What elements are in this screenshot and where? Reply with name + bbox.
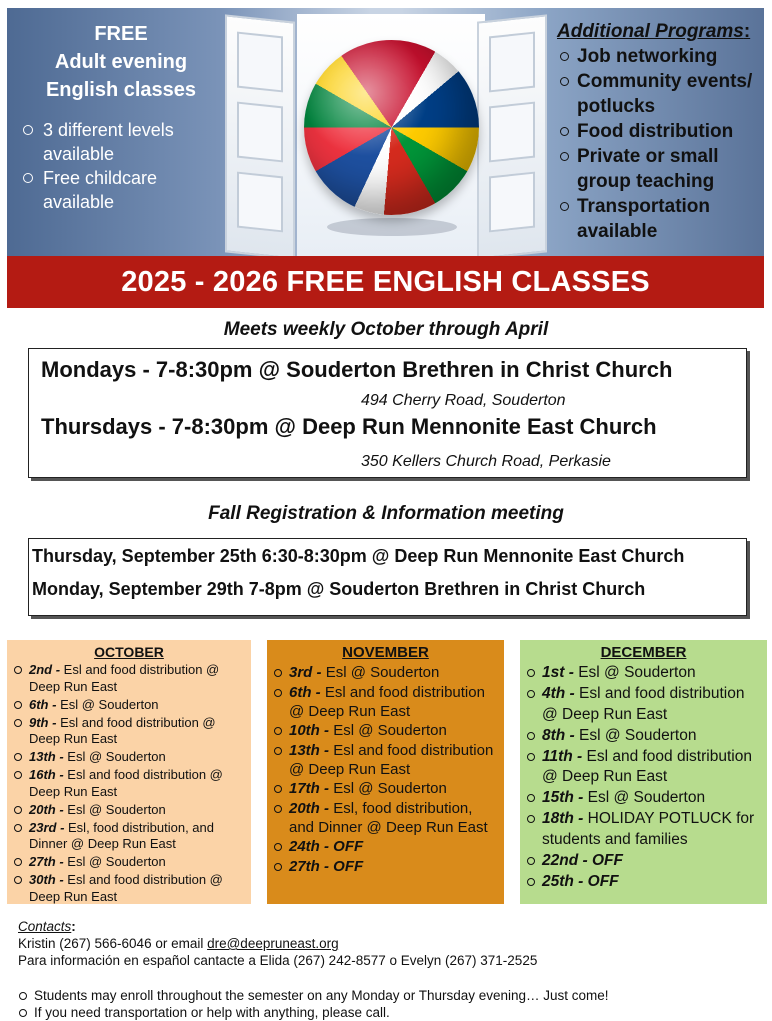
list-item	[273, 721, 498, 740]
list-item	[526, 684, 761, 725]
list-item	[273, 683, 498, 721]
list-item	[13, 802, 245, 819]
event-date: 10th -	[289, 722, 334, 739]
event-text: Esl @ Souderton	[578, 664, 696, 681]
month-title: OCTOBER	[94, 644, 164, 660]
event-date: 25th - OFF	[542, 872, 619, 890]
program-item: Food distribution	[557, 119, 762, 144]
notes-list	[18, 987, 609, 1021]
schedule-line-monday: Mondays - 7-8:30pm @ Souderton Brethren in Christ Church	[41, 357, 673, 382]
month-title: DECEMBER	[600, 644, 687, 661]
event-text: HOLIDAY POTLUCK for students and families	[542, 810, 755, 848]
schedule-line-thursday: Thursdays - 7-8:30pm @ Deep Run Mennonite East Church	[41, 414, 657, 439]
event-date: 27th - OFF	[289, 857, 364, 875]
list-item	[13, 715, 245, 748]
additional-programs-heading-text: Additional Programs	[557, 21, 744, 42]
program-item: Job networking	[557, 44, 762, 69]
contacts-line-spanish: Para información en español cantacte a Elida (267) 242-8577 o Evelyn (267) 371-2525	[18, 953, 538, 968]
event-text: Esl and food distribution @ Deep Run East	[289, 741, 494, 778]
event-text: Esl and food distribution @ Deep Run East	[542, 685, 745, 723]
event-text: Esl @ Souderton	[325, 664, 440, 681]
month-november	[267, 640, 504, 904]
event-text: Esl and food distribution @ Deep Run East	[29, 662, 220, 694]
event-date: 16th -	[29, 767, 68, 782]
list-item	[13, 749, 245, 766]
contacts-section	[18, 918, 537, 969]
page-title: 2025 - 2026 FREE ENGLISH CLASSES	[7, 256, 764, 308]
list-item	[273, 799, 498, 837]
list-item	[273, 663, 498, 682]
event-text: Esl @ Souderton	[67, 749, 166, 764]
month-event-list	[273, 663, 498, 876]
open-door-right	[477, 14, 547, 256]
event-text: Esl @ Souderton	[333, 780, 447, 797]
event-date: 3rd -	[289, 664, 326, 681]
program-item: Community events/ potlucks	[557, 69, 762, 119]
month-event-list	[526, 663, 761, 892]
event-date: 20th -	[289, 799, 334, 817]
month-title: NOVEMBER	[342, 644, 429, 661]
globe-shadow	[327, 218, 457, 236]
event-text: Esl @ Souderton	[333, 722, 447, 739]
list-item	[13, 767, 245, 800]
list-item	[526, 872, 761, 893]
list-item	[13, 872, 245, 905]
event-date: 9th -	[29, 714, 61, 730]
event-text: Esl @ Souderton	[579, 726, 697, 744]
event-text: Esl and food distribution @ Deep Run East	[289, 683, 485, 720]
registration-line: Monday, September 29th 7-8pm @ Souderton Brethren in Christ Church	[32, 579, 646, 599]
event-text: Esl @ Souderton	[67, 801, 166, 817]
event-date: 18th -	[542, 810, 588, 827]
event-date: 13th -	[289, 741, 334, 759]
list-item	[13, 820, 245, 853]
event-date: 1st -	[542, 664, 579, 681]
banner-title-line: Adult evening	[54, 51, 188, 73]
list-item	[526, 851, 761, 872]
feature-item: 3 different levels available	[21, 118, 221, 166]
schedule-address-monday: 494 Cherry Road, Souderton	[361, 392, 566, 409]
event-date: 13th -	[29, 749, 68, 764]
registration-heading: Fall Registration & Information meeting	[208, 503, 564, 524]
program-item: Transportation available	[557, 194, 762, 244]
month-december	[520, 640, 767, 904]
heading-colon: :	[743, 21, 751, 42]
list-item	[526, 726, 761, 747]
contacts-line1-text: Kristin (267) 566-6046 or email	[18, 936, 208, 951]
event-text: Esl, food distribution, and Dinner @ Deep Run East	[289, 799, 488, 836]
event-text: Esl and food distribution @ Deep Run East	[542, 747, 752, 785]
list-item	[273, 857, 498, 876]
list-item	[13, 854, 245, 871]
schedule-box	[28, 348, 747, 478]
event-text: Esl and food distribution @ Deep Run East	[29, 714, 216, 746]
list-item	[273, 779, 498, 798]
contacts-label: Contacts	[18, 919, 72, 934]
program-list	[557, 44, 762, 244]
event-date: 6th -	[289, 683, 325, 701]
event-text: Esl @ Souderton	[587, 789, 706, 806]
feature-item: Free childcare available	[21, 166, 221, 214]
event-text: Esl and food distribution @ Deep Run East	[29, 767, 223, 799]
list-item	[526, 747, 761, 788]
event-text: Esl @ Souderton	[67, 854, 166, 869]
contacts-line-kristin	[18, 935, 537, 952]
event-date: 4th -	[542, 685, 580, 702]
banner-left-text	[21, 20, 221, 214]
event-date: 17th -	[289, 780, 334, 797]
event-date: 11th -	[542, 747, 587, 765]
list-item	[13, 662, 245, 695]
list-item	[526, 809, 761, 850]
registration-box	[28, 538, 747, 616]
open-door-left	[225, 14, 295, 256]
note-item: If you need transportation or help with anything, please call.	[18, 1004, 609, 1021]
list-item	[13, 697, 245, 714]
event-date: 27th -	[29, 854, 68, 869]
event-text: Esl @ Souderton	[60, 696, 159, 712]
banner-title-line: FREE	[94, 23, 148, 45]
event-date: 2nd -	[29, 662, 64, 677]
month-october	[7, 640, 251, 904]
additional-programs	[557, 20, 762, 244]
month-event-list	[13, 662, 245, 905]
list-item	[526, 788, 761, 809]
meets-heading: Meets weekly October through April	[223, 319, 549, 340]
list-item	[273, 741, 498, 779]
header-banner	[7, 8, 764, 256]
program-item: Private or small group teaching	[557, 144, 762, 194]
email-link[interactable]: dre@deepruneast.org	[207, 936, 339, 951]
contacts-heading	[18, 918, 537, 935]
flag-globe-icon	[304, 40, 479, 215]
feature-list	[21, 118, 221, 214]
event-date: 8th -	[542, 726, 580, 744]
event-text: Esl, food distribution, and Dinner @ Deep Run East	[29, 819, 214, 851]
event-date: 20th -	[29, 801, 68, 817]
list-item	[526, 663, 761, 684]
contacts-colon: :	[71, 919, 76, 934]
event-date: 15th -	[542, 789, 588, 806]
event-date: 6th -	[29, 696, 61, 712]
registration-line: Thursday, September 25th 6:30-8:30pm @ Deep Run Mennonite East Church	[32, 546, 685, 566]
event-text: Esl and food distribution @ Deep Run East	[29, 872, 223, 904]
note-item: Students may enroll throughout the semester on any Monday or Thursday evening… Just come!	[18, 987, 609, 1004]
banner-title-line: English classes	[45, 79, 197, 101]
event-date: 23rd -	[29, 819, 69, 835]
event-date: 24th - OFF	[289, 838, 364, 855]
additional-programs-heading	[557, 20, 762, 44]
event-date: 22nd - OFF	[542, 851, 623, 869]
event-date: 30th -	[29, 872, 68, 887]
schedule-address-thursday: 350 Kellers Church Road, Perkasie	[361, 453, 611, 470]
list-item	[273, 837, 498, 856]
